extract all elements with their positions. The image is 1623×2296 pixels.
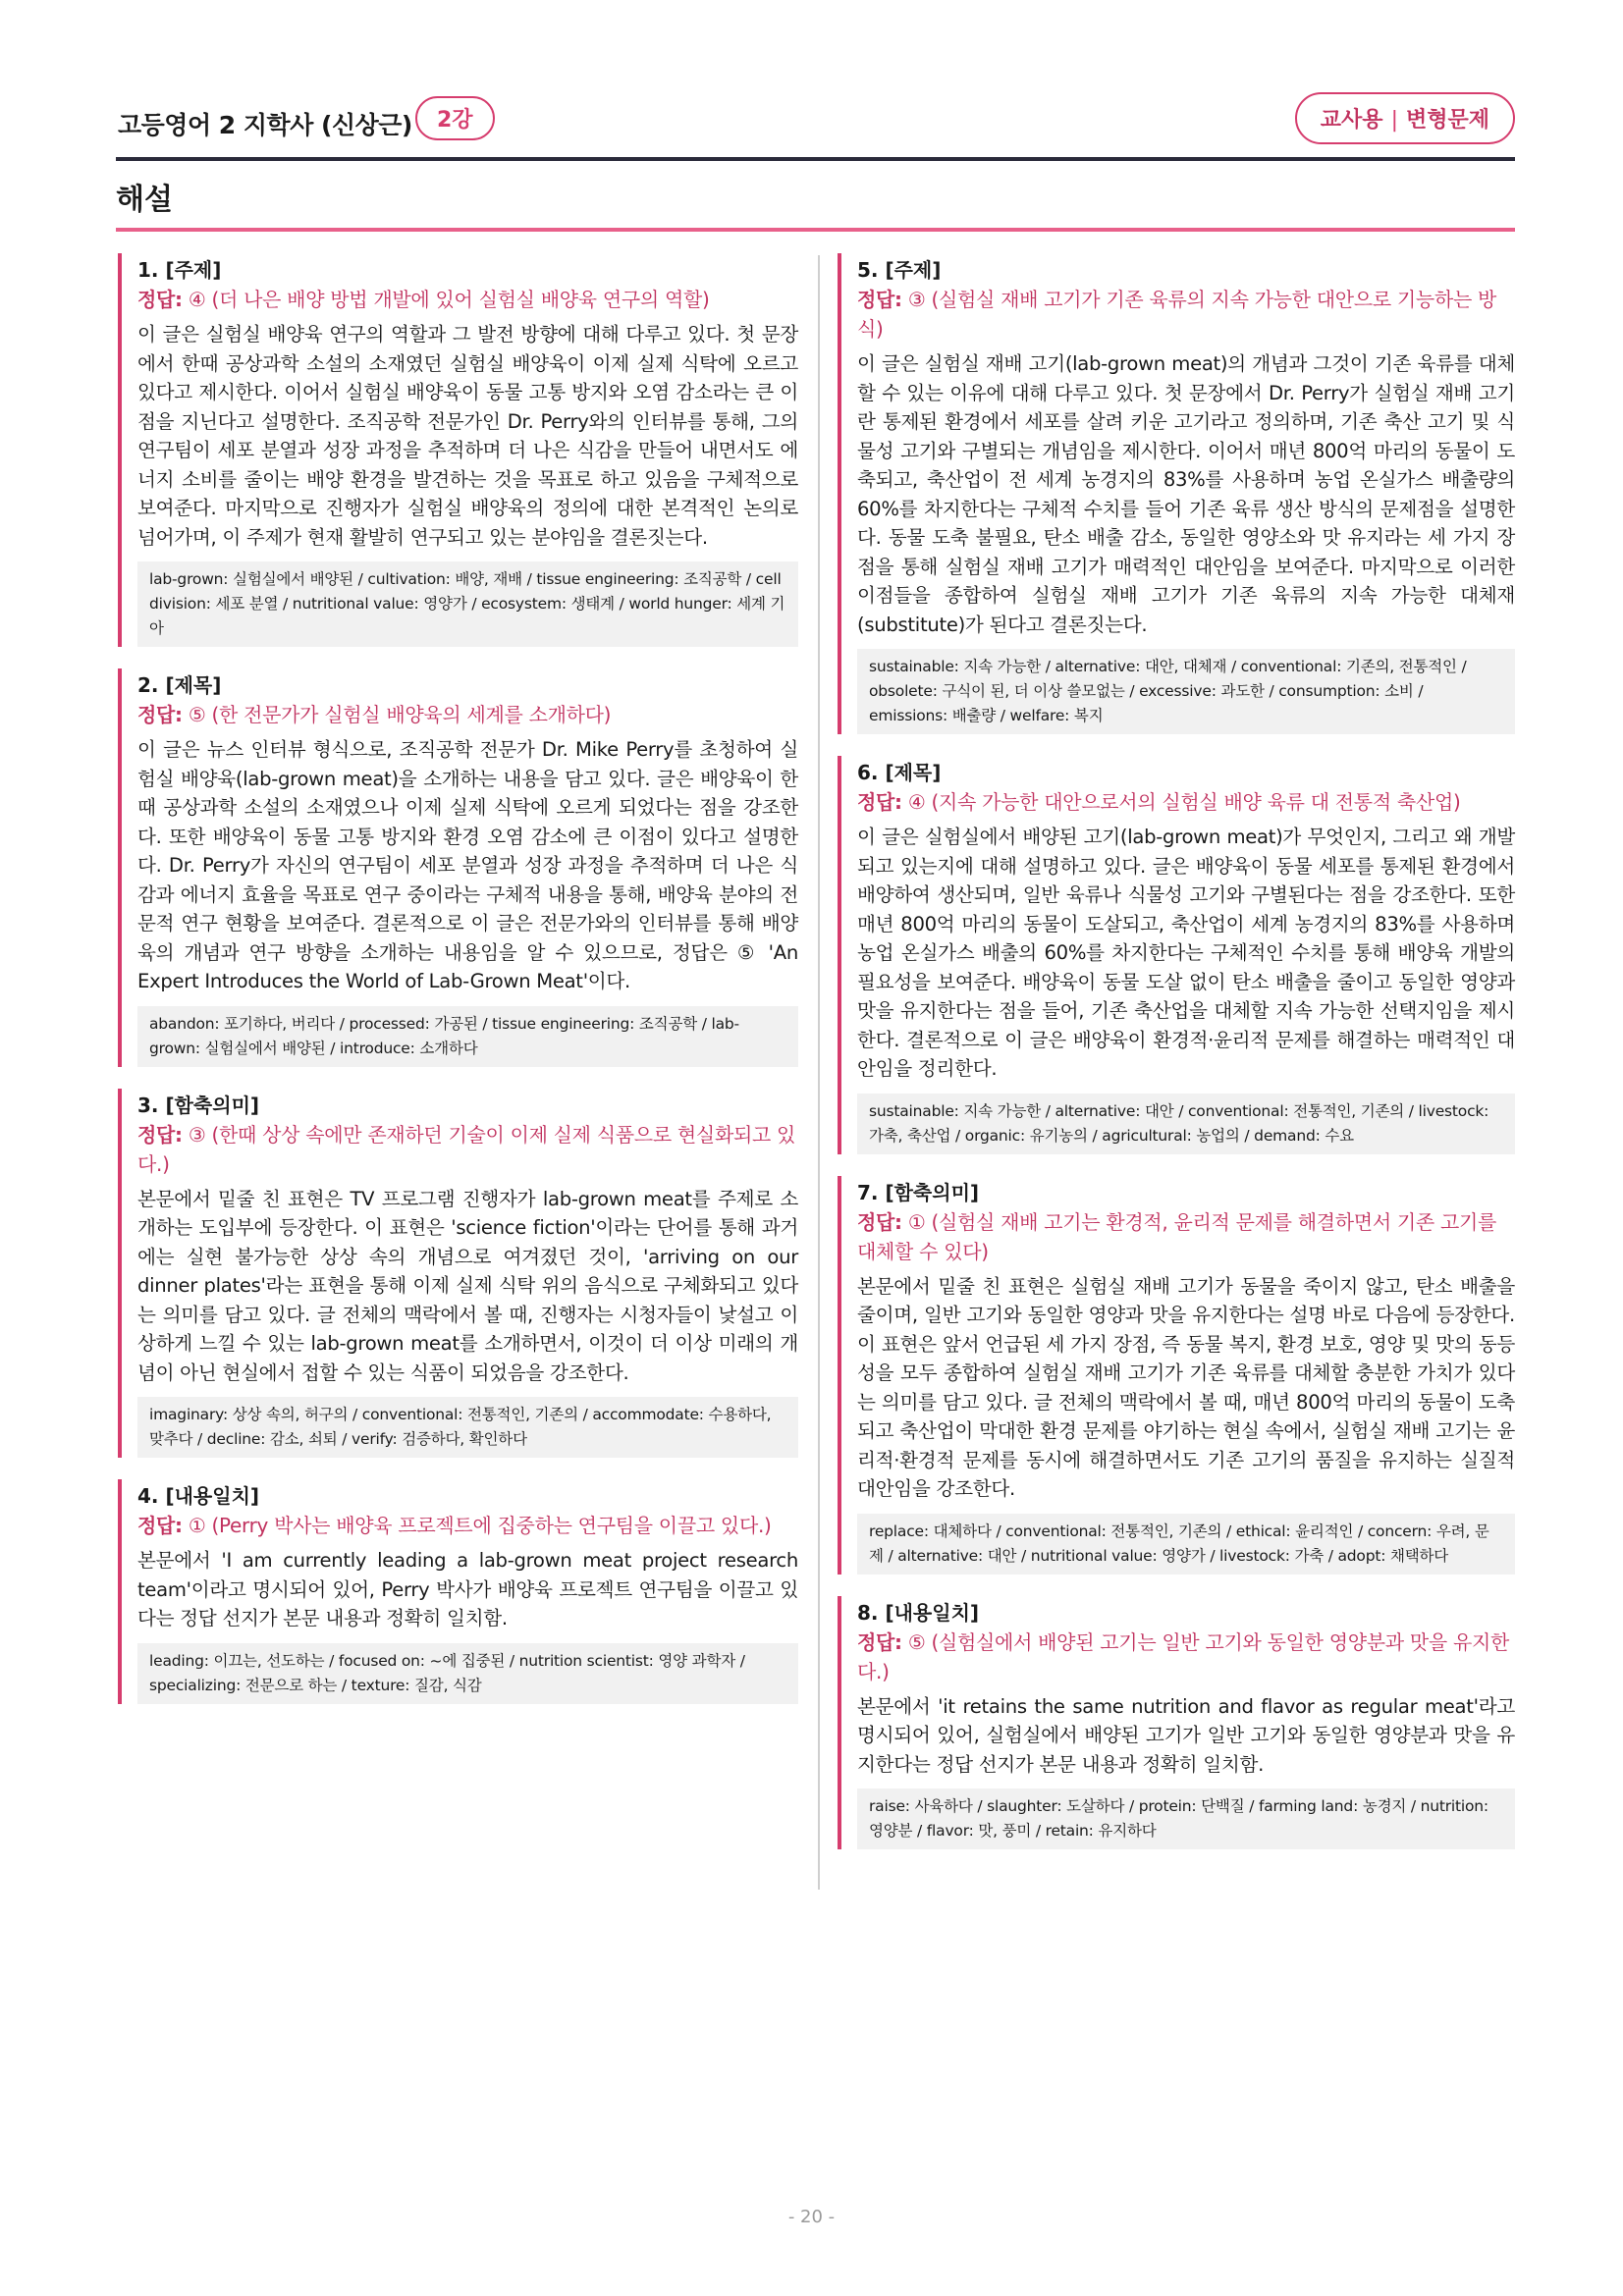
vocab-box: replace: 대체하다 / conventional: 전통적인, 기존의 / ethical: 윤리적인 / concern: 우려, 문제 / alternative: 대안 / nutritional value: 영양가 / livestock: 가축 / adopt: 채택하다 — [857, 1514, 1515, 1575]
answer-text: ④ (지속 가능한 대안으로서의 실험실 배양 육류 대 전통적 축산업) — [907, 790, 1461, 814]
item-heading: 8. [내용일치] — [857, 1600, 980, 1625]
answer-text: ⑤ (한 전문가가 실험실 배양육의 세계를 소개하다) — [188, 703, 612, 726]
type-badge-left: 교사용 — [1320, 108, 1383, 133]
item-answer — [137, 285, 798, 314]
section-title: 해설 — [116, 175, 1515, 232]
answer-item-2 — [118, 668, 798, 1067]
item-heading: 3. [함축의미] — [137, 1093, 260, 1117]
item-answer — [137, 1511, 798, 1540]
answer-label: 정답: — [137, 288, 183, 311]
item-heading: 1. [주제] — [137, 258, 222, 282]
answer-label: 정답: — [137, 703, 183, 726]
item-heading: 7. [함축의미] — [857, 1180, 980, 1204]
answer-item-4 — [118, 1479, 798, 1704]
item-heading: 6. [제목] — [857, 761, 942, 784]
type-badge — [1295, 92, 1515, 144]
answer-label: 정답: — [137, 1514, 183, 1537]
answer-label: 정답: — [137, 1122, 183, 1147]
answer-text: ⑤ (실험실에서 배양된 고기는 일반 고기와 동일한 영양분과 맛을 유지한다.) — [857, 1629, 1510, 1683]
answer-text: ③ (실험실 재배 고기가 기존 육류의 지속 가능한 대안으로 기능하는 방식) — [857, 288, 1497, 341]
item-answer — [857, 787, 1515, 817]
item-heading: 2. [제목] — [137, 673, 222, 697]
answer-item-1 — [118, 253, 798, 647]
page-number: - 20 - — [787, 2207, 836, 2227]
item-answer — [857, 285, 1515, 344]
left-column — [118, 253, 798, 1726]
vocab-box: sustainable: 지속 가능한 / alternative: 대안 / conventional: 전통적인, 기존의 / livestock: 가축, 축산업 / organic: 유기농의 / agricultural: 농업의 / demand: 수요 — [857, 1094, 1515, 1154]
vocab-box: imaginary: 상상 속의, 허구의 / conventional: 전통적인, 기존의 / accommodate: 수용하다, 맞추다 / decline: 감소, 쇠퇴 / verify: 검증하다, 확인하다 — [137, 1397, 798, 1458]
vocab-box: abandon: 포기하다, 버리다 / processed: 가공된 / tissue engineering: 조직공학 / lab-grown: 실험실에서 배양된 / introduce: 소개하다 — [137, 1006, 798, 1067]
answer-text: ① (Perry 박사는 배양육 프로젝트에 집중하는 연구팀을 이끌고 있다.) — [188, 1514, 772, 1537]
item-explanation: 이 글은 실험실 재배 고기(lab-grown meat)의 개념과 그것이 기존 육류를 대체할 수 있는 이유에 대해 다루고 있다. 첫 문장에서 Dr. Perry가 실험실 재배 고기란 통제된 환경에서 세포를 살려 키운 고기라고 정의하며, 기존 축산 고기 및 식물성 고기와 구별되는 개념임을 제시한다. 이어서 매년 800억 마리의 동물이 도축되고, 축산업이 전 세계 농경지의 83%를 사용하며 농업 온실가스 배출량의 60%를 차지한다는 구체적 수치를 들어 기존 육류 생산 방식의 문제점을 설명한다. 동물 도축 불필요, 탄소 배출 감소, 동일한 영양소와 맛 유지라는 세 가지 장점을 통해 실험실 재배 고기가 매력적인 대안임을 보여준다. 마지막으로 이러한 이점들을 종합하여 실험실 재배 고기가 기존 육류의 지속 가능한 대체재(substitute)가 된다고 결론짓는다. — [857, 352, 1515, 636]
answer-label: 정답: — [857, 1629, 902, 1654]
answer-label: 정답: — [857, 288, 902, 311]
vocab-box: lab-grown: 실험실에서 배양된 / cultivation: 배양, 재배 / tissue engineering: 조직공학 / cell division: 세포 분열 / nutritional value: 영양가 / ecosystem: 생태계 / world hunger: 세계 기아 — [137, 561, 798, 647]
answer-item-8 — [838, 1596, 1515, 1850]
item-explanation: 본문에서 밑줄 친 표현은 실험실 재배 고기가 동물을 죽이지 않고, 탄소 배출을 줄이며, 일반 고기와 동일한 영양과 맛을 유지한다는 설명 바로 다음에 등장한다. 이 표현은 앞서 언급된 세 가지 장점, 즉 동물 복지, 환경 보호, 영양 및 맛의 동등성을 모두 종합하여 실험실 재배 고기가 기존 육류를 대체할 충분한 가치가 있다는 의미를 담고 있다. 글 전체의 맥락에서 볼 때, 매년 800억 마리의 동물이 도축되고 축산업이 막대한 환경 문제를 야기하는 현실 속에서, 실험실 재배 고기는 윤리적·환경적 문제를 동시에 해결하면서도 기존 고기의 품질을 유지하는 실질적 대안임을 강조한다. — [857, 1274, 1515, 1500]
column-divider — [818, 255, 820, 1890]
item-explanation: 이 글은 뉴스 인터뷰 형식으로, 조직공학 전문가 Dr. Mike Perry를 초청하여 실험실 배양육(lab-grown meat)을 소개하는 내용을 담고 있다. 글은 배양육이 한때 공상과학 소설의 소재였으나 이제 실제 식탁에 오르게 되었다는 점을 강조한다. 또한 배양육이 동물 고통 방지와 환경 오염 감소에 큰 이점이 있다고 설명한다. Dr. Perry가 자신의 연구팀이 세포 분열과 성장 과정을 추적하며 더 나은 식감과 에너지 효율을 목표로 연구 중이라는 구체적 내용을 통해, 배양육 분야의 전문적 연구 현황을 보여준다. 결론적으로 이 글은 전문가와의 인터뷰를 통해 배양육의 개념과 연구 방향을 소개하는 내용임을 알 수 있으므로, 정답은 ⑤ 'An Expert Introduces the World of Lab-Grown Meat'이다. — [137, 738, 798, 992]
item-explanation: 본문에서 'I am currently leading a lab-grown meat project research team'이라고 명시되어 있어, Perry 박사가 배양육 프로젝트 연구팀을 이끌고 있다는 정답 선지가 본문 내용과 정확히 일치함. — [137, 1549, 798, 1629]
item-explanation: 본문에서 'it retains the same nutrition and flavor as regular meat'라고 명시되어 있어, 실험실에서 배양된 고기가 일반 고기와 동일한 영양분과 맛을 유지한다는 정답 선지가 본문 내용과 정확히 일치함. — [857, 1694, 1515, 1776]
item-explanation: 이 글은 실험실에서 배양된 고기(lab-grown meat)가 무엇인지, 그리고 왜 개발되고 있는지에 대해 설명하고 있다. 글은 배양육이 동물 세포를 통제된 환경에서 배양하여 생산되며, 일반 육류나 식물성 고기와 구별된다는 점을 강조한다. 또한 매년 800억 마리의 동물이 도살되고, 축산업이 세계 농경지의 83%를 사용하며 농업 온실가스 배출의 60%를 차지한다는 구체적인 수치를 통해 배양육 개발의 필요성을 보여준다. 배양육이 동물 도살 없이 탄소 배출을 줄이고 동일한 영양과 맛을 유지한다는 점을 들어, 기존 축산업을 대체할 지속 가능한 선택지임을 제시한다. 결론적으로 이 글은 배양육이 환경적·윤리적 문제를 해결하는 매력적인 대안임을 정리한다. — [857, 826, 1515, 1080]
vocab-box: sustainable: 지속 가능한 / alternative: 대안, 대체재 / conventional: 기존의, 전통적인 / obsolete: 구식이 된, 더 이상 쓸모없는 / excessive: 과도한 / consumption: 소비 / emissions: 배출량 / welfare: 복지 — [857, 649, 1515, 734]
answer-label: 정답: — [857, 1209, 902, 1234]
item-heading: 4. [내용일치] — [137, 1484, 260, 1508]
page-header — [116, 88, 1515, 161]
right-column — [838, 253, 1515, 1871]
type-badge-right: 변형문제 — [1405, 108, 1489, 133]
item-answer — [857, 1207, 1515, 1266]
item-explanation: 이 글은 실험실 배양육 연구의 역할과 그 발전 방향에 대해 다루고 있다. 첫 문장에서 한때 공상과학 소설의 소재였던 실험실 배양육이 이제 실제 식탁에 오르고 있다고 제시한다. 이어서 실험실 배양육이 동물 고통 방지와 오염 감소라는 큰 이점을 지닌다고 설명한다. 조직공학 전문가인 Dr. Perry와의 인터뷰를 통해, 그의 연구팀이 세포 분열과 성장 과정을 추적하며 더 나은 식감을 만들어 내면서도 에너지 소비를 줄이는 배양 환경을 발견하는 것을 목표로 하고 있음을 구체적으로 보여준다. 마지막으로 진행자가 실험실 배양육의 정의에 대한 본격적인 논의로 넘어가며, 이 주제가 현재 활발히 연구되고 있는 분야임을 결론짓는다. — [137, 323, 798, 549]
answer-text: ④ (더 나은 배양 방법 개발에 있어 실험실 배양육 연구의 역할) — [188, 288, 710, 311]
vocab-box: raise: 사육하다 / slaughter: 도살하다 / protein: 단백질 / farming land: 농경지 / nutrition: 영양분 / flavor: 맛, 풍미 / retain: 유지하다 — [857, 1789, 1515, 1849]
answer-item-3 — [118, 1089, 798, 1459]
item-heading: 5. [주제] — [857, 258, 942, 282]
item-answer — [857, 1628, 1515, 1686]
answer-item-5 — [838, 253, 1515, 734]
document-title: 고등영어 2 지학사 (신상근) — [118, 111, 412, 139]
answer-item-7 — [838, 1176, 1515, 1575]
answer-text: ③ (한때 상상 속에만 존재하던 기술이 이제 실제 식품으로 현실화되고 있다.) — [137, 1122, 796, 1176]
item-answer — [137, 700, 798, 729]
vocab-box: leading: 이끄는, 선도하는 / focused on: ~에 집중된 / nutrition scientist: 영양 과학자 / specializing: 전문으로 하는 / texture: 질감, 식감 — [137, 1643, 798, 1704]
lesson-badge: 2강 — [415, 96, 495, 140]
answer-item-6 — [838, 756, 1515, 1154]
item-answer — [137, 1120, 798, 1179]
answer-label: 정답: — [857, 790, 902, 814]
answer-text: ① (실험실 재배 고기는 환경적, 윤리적 문제를 해결하면서 기존 고기를 대체할 수 있다) — [857, 1209, 1497, 1263]
item-explanation: 본문에서 밑줄 친 표현은 TV 프로그램 진행자가 lab-grown meat를 주제로 소개하는 도입부에 등장한다. 이 표현은 'science fiction'이라는 단어를 통해 과거에는 실현 불가능한 상상 속의 개념으로 여겨졌던 것이, 'arriving on our dinner plates'라는 표현을 통해 이제 실제 식탁 위의 음식으로 구체화되고 있다는 의미를 담고 있다. 글 전체의 맥락에서 볼 때, 진행자는 시청자들이 낯설고 이상하게 느낄 수 있는 lab-grown meat를 소개하면서, 이것이 더 이상 미래의 개념이 아닌 현실에서 접할 수 있는 식품이 되었음을 강조한다. — [137, 1187, 798, 1384]
type-badge-separator: | — [1390, 108, 1398, 133]
